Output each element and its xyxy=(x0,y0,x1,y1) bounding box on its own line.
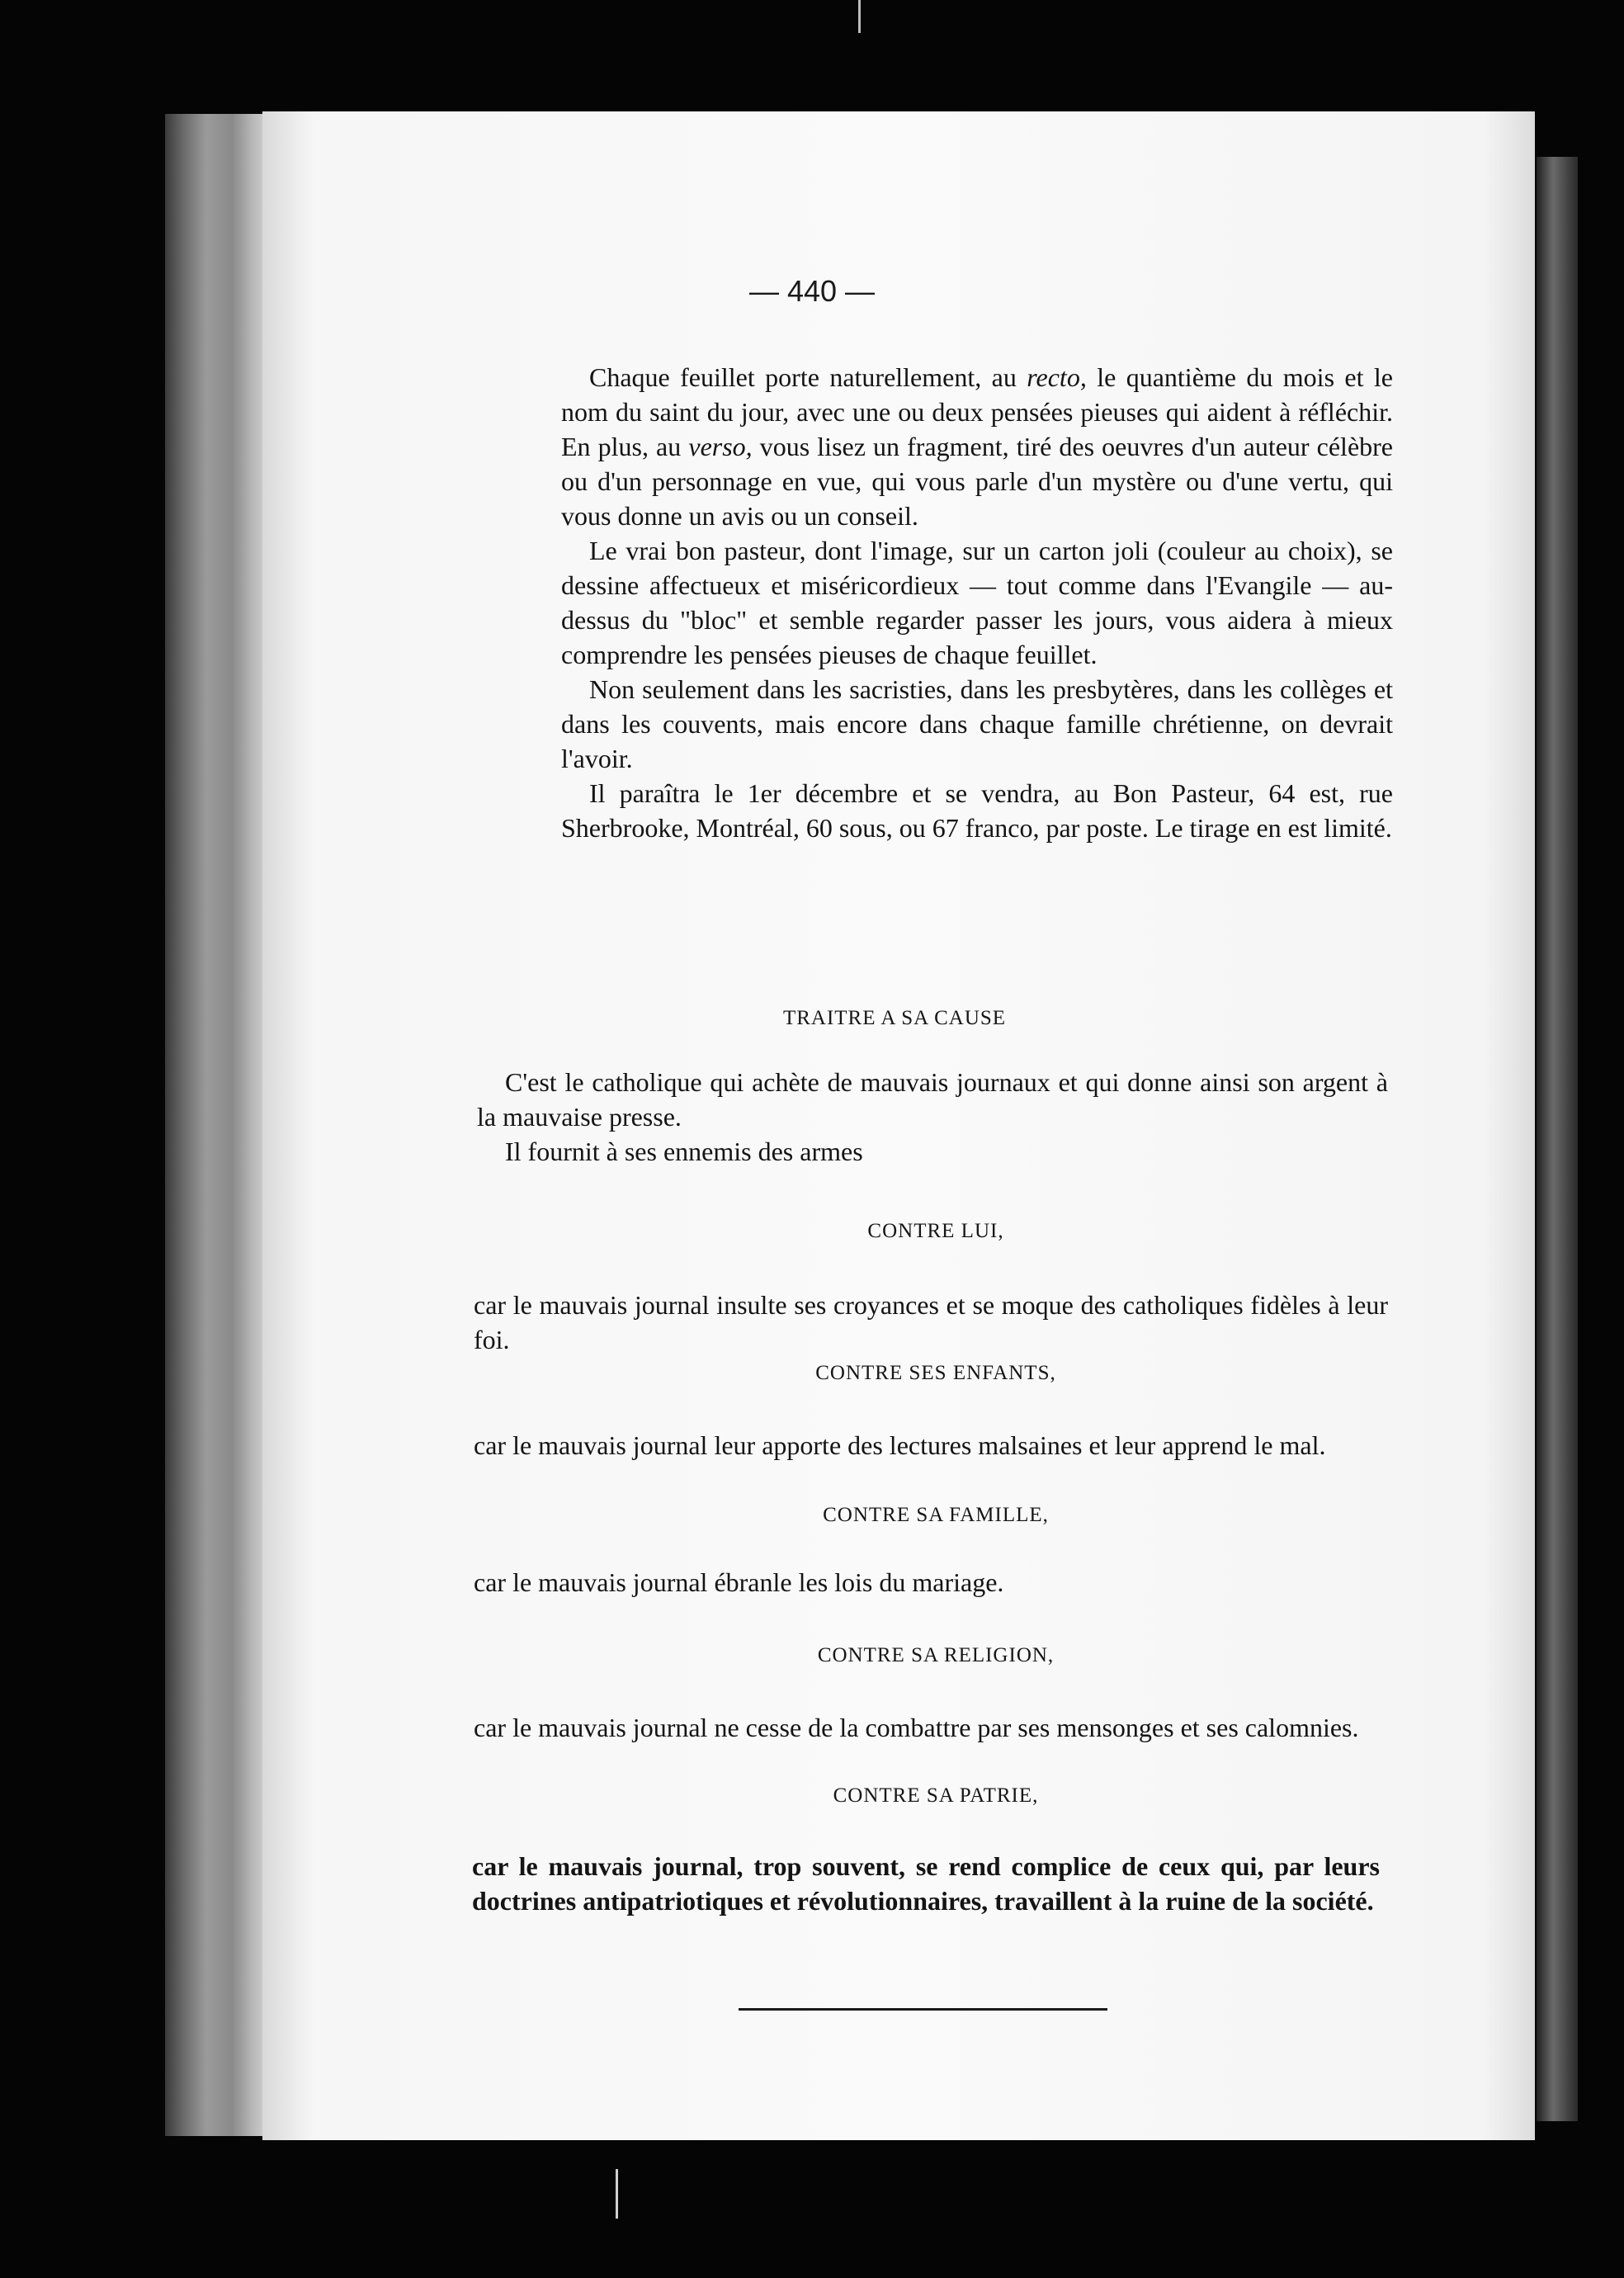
text-contre-sa-famille xyxy=(474,1565,1388,1600)
section-title: TRAITRE A SA CAUSE xyxy=(782,1007,1007,1029)
film-scratch xyxy=(858,0,861,33)
page-number: — 440 — xyxy=(748,274,876,308)
heading-contre-sa-patrie: CONTRE SA PATRIE, xyxy=(833,1784,1039,1807)
text-contre-sa-religion xyxy=(474,1710,1388,1745)
intro-paragraph-3: Non seulement dans les sacristies, dans les presbytères, dans les collèges et dans les couvents, mais encore dans chaque famille chrétienne, on devrait l'avoir. xyxy=(561,674,1393,773)
item-text: car le mauvais journal ébranle les lois du mariage. xyxy=(474,1567,1004,1597)
heading-contre-ses-enfants: CONTRE SES ENFANTS, xyxy=(815,1362,1056,1384)
item-text: car le mauvais journal ne cesse de la combattre par ses mensonges et ses calomnies. xyxy=(474,1713,1359,1742)
intro-paragraph-4: Il paraîtra le 1er décembre et se vendra, au Bon Pasteur, 64 est, rue Sherbrooke, Montréal, 60 sous, ou 67 franco, par poste. Le tirage en est limité. xyxy=(561,778,1393,843)
intro-block xyxy=(561,360,1393,845)
book-edge xyxy=(165,114,268,2136)
item-text: car le mauvais journal insulte ses croyances et se moque des catholiques fidèles à leur foi. xyxy=(474,1290,1388,1354)
section-paragraph-1: C'est le catholique qui achète de mauvais journaux et qui donne ainsi son argent à la mauvaise presse. xyxy=(477,1067,1388,1132)
heading-contre-lui: CONTRE LUI, xyxy=(867,1220,1004,1242)
heading-contre-sa-religion: CONTRE SA RELIGION, xyxy=(817,1644,1055,1666)
item-text: car le mauvais journal, trop souvent, se rend complice de ceux qui, par leurs doctrines antipatriotiques et révolutionnaires, travaillent à la ruine de la société. xyxy=(472,1851,1380,1916)
heading-contre-sa-famille: CONTRE SA FAMILLE, xyxy=(823,1504,1049,1526)
verso-word: verso, xyxy=(688,432,753,461)
recto-word: recto, xyxy=(1027,362,1087,392)
end-rule xyxy=(739,2008,1107,2011)
film-edge xyxy=(1537,157,1578,2121)
intro-paragraph-1: Chaque feuillet porte naturellement, au recto, le quantième du mois et le nom du saint du jour, avec une ou deux pensées pieuses qui aident à réfléchir. En plus, au verso, vous lisez un fragment, tiré des oeuvres d'un auteur célèbre ou d'un personnage en vue, qui vous parle d'un mystère ou d'une vertu, qui vous donne un avis ou un conseil. xyxy=(561,362,1394,531)
text-contre-sa-patrie xyxy=(472,1849,1380,1918)
text-contre-lui xyxy=(474,1288,1388,1357)
intro-paragraph-2: Le vrai bon pasteur, dont l'image, sur un carton joli (couleur au choix), se dessine affectueux et miséricordieux — tout comme dans l'Evangile — au-dessus du "bloc" et semble regarder passer les jours, vous aidera à mieux comprendre les pensées pieuses de chaque feuillet. xyxy=(561,536,1393,669)
item-text: car le mauvais journal leur apporte des lectures malsaines et leur apprend le mal. xyxy=(474,1430,1326,1460)
section-intro xyxy=(477,1065,1388,1169)
film-scratch xyxy=(616,2169,618,2219)
section-paragraph-2: Il fournit à ses ennemis des armes xyxy=(505,1137,863,1166)
text-contre-ses-enfants xyxy=(474,1428,1388,1463)
